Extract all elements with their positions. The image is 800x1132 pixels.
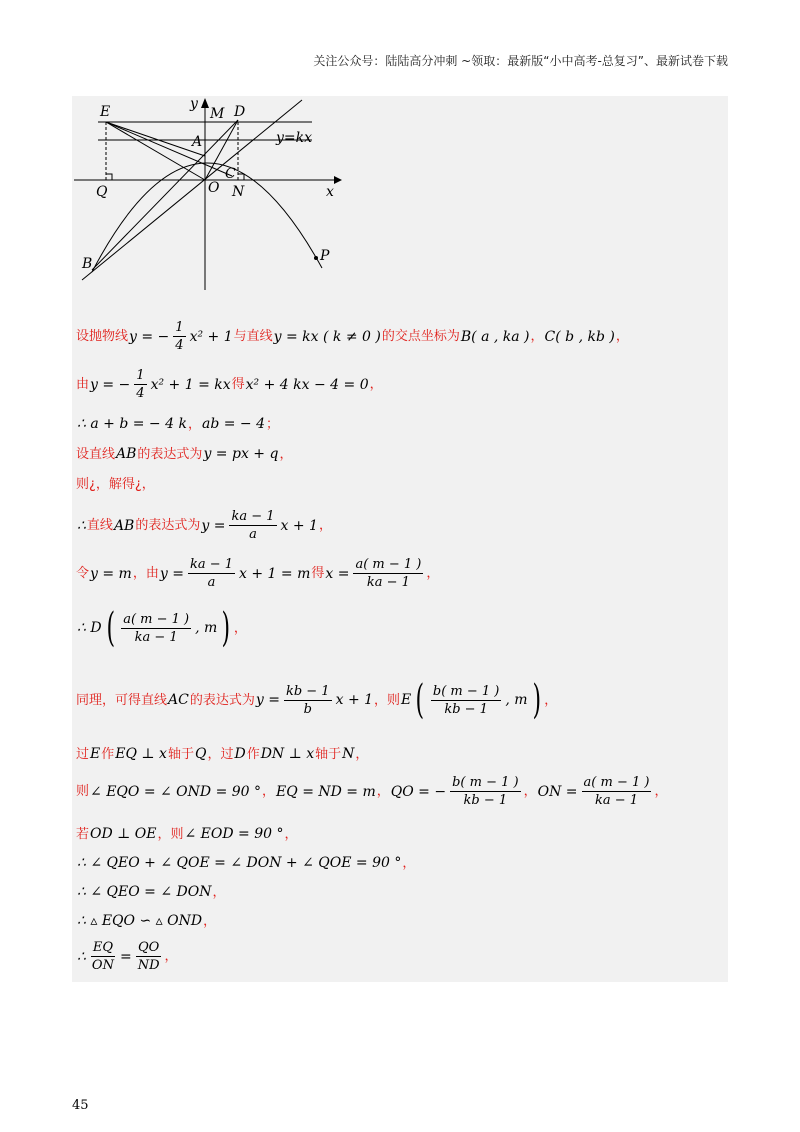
solution-line-8: ∴ D ( $\frac{a( m - 1 )}{ka - 1}$ , m ) ， <box>77 605 247 651</box>
fraction: $\frac{b( m - 1 )}{kb - 1}$ <box>432 683 500 717</box>
label-O: O <box>208 180 220 196</box>
solution-line-13: ∴ ∠ QEO + ∠ QOE = ∠ DON + ∠ QOE = 90 ° ， <box>77 855 416 871</box>
label-D: D <box>234 104 246 120</box>
solution-line-15: ∴ ▵ EQO ∽ ▵ OND ， <box>77 913 217 929</box>
label-M: M <box>210 106 225 122</box>
label-C: C <box>225 166 236 182</box>
fraction: $\frac{QO}{ND}$ <box>137 940 160 973</box>
label-E: E <box>100 104 111 120</box>
label-x-axis: x <box>326 184 334 200</box>
solution-line-1: 设抛物线 y = − $\frac{1}{4}$ x² + 1 与直线 y = kx ( k ≠ 0 ) 的交点坐标为 B( a , ka ) ， C( b , kb ) ， <box>76 320 629 353</box>
label-y-axis: y <box>190 96 198 112</box>
solution-line-2: 由 y = − $\frac{1}{4}$ x² + 1 = kx 得 x² + 4 kx − 4 = 0 ， <box>76 368 383 401</box>
page-number: 45 <box>72 1098 89 1113</box>
fraction: $\frac{a( m - 1 )}{ka - 1}$ <box>355 557 422 590</box>
label-Q: Q <box>96 184 108 200</box>
fraction: $\frac{ka - 1}{a}$ <box>189 557 234 590</box>
fraction: $\frac{EQ}{ON}$ <box>91 940 114 973</box>
fraction: $\frac{b( m - 1 )}{kb - 1}$ <box>452 775 519 808</box>
solution-panel <box>72 96 728 982</box>
label-A: A <box>192 134 203 150</box>
fraction: $\frac{1}{4}$ <box>175 320 184 353</box>
fraction: $\frac{a( m - 1 )}{ka - 1}$ <box>123 611 190 645</box>
fraction: $\frac{ka - 1}{a}$ <box>231 509 275 542</box>
solution-line-11: 则 ∠ EQO = ∠ OND = 90 ° ， EQ = ND = m ， QO = − $\frac{b( m - 1 )}{kb - 1}$ ， ON = $\frac{a( m - 1 )}{ka - 1}$ ， <box>76 775 668 808</box>
solution-line-10: 过 E 作 EQ ⊥ x 轴于 Q ，过 D 作 DN ⊥ x 轴于 N ， <box>76 746 369 762</box>
label-B: B <box>82 256 93 272</box>
solution-line-6: ∴ 直线 AB 的表达式为 y = $\frac{ka - 1}{a}$ x + 1 ， <box>77 509 332 542</box>
fraction: $\frac{a( m - 1 )}{ka - 1}$ <box>583 775 650 808</box>
geometry-figure <box>72 96 342 296</box>
fraction: $\frac{1}{4}$ <box>136 368 145 401</box>
solution-line-14: ∴ ∠ QEO = ∠ DON ， <box>77 884 226 900</box>
label-N: N <box>232 184 245 200</box>
fraction: $\frac{kb - 1}{b}$ <box>285 683 330 717</box>
solution-line-9: 同理，可得直线 AC 的表达式为 y = $\frac{kb - 1}{b}$ x + 1 ，则 E ( $\frac{b( m - 1 )}{kb - 1}$ , m ) ， <box>76 677 558 723</box>
solution-line-4: 设直线 AB 的表达式为 y = px + q ， <box>76 446 293 462</box>
label-ykx: y=kx <box>276 130 313 146</box>
solution-line-7: 令 y = m ，由 y = $\frac{ka - 1}{a}$ x + 1 = m 得 x = $\frac{a( m - 1 )}{ka - 1}$ ， <box>76 557 440 590</box>
label-P: P <box>320 248 330 264</box>
solution-line-12: 若 OD ⊥ OE ，则 ∠ EOD = 90 ° ， <box>76 826 298 842</box>
solution-line-16: ∴ $\frac{EQ}{ON}$ = $\frac{QO}{ND}$ ， <box>77 940 178 973</box>
solution-line-5: 则¿，解得¿， <box>76 477 155 492</box>
solution-line-3: ∴ a + b = − 4 k ， ab = − 4 ； <box>77 416 280 432</box>
page-header: 关注公众号：陆陆高分冲刺 ~领取：最新版“小中高考-总复习”、最新试卷下载 <box>313 54 728 68</box>
